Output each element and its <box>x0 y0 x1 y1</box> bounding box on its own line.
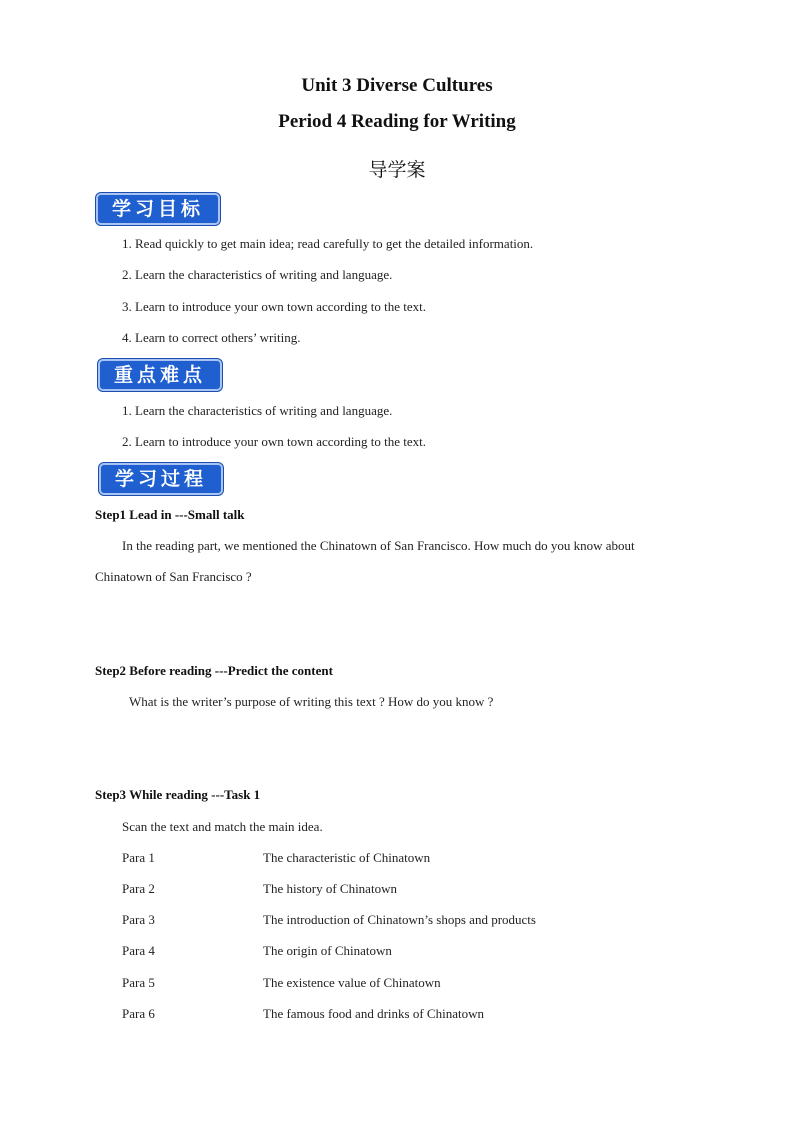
objective-item: 4. Learn to correct others’ writing. <box>122 330 301 345</box>
step3-instruction: Scan the text and match the main idea. <box>122 819 323 834</box>
match-para-label: Para 4 <box>122 943 155 958</box>
document-label: 导学案 <box>368 159 426 181</box>
document-subtitle: Period 4 Reading for Writing <box>278 111 516 132</box>
process-heading-badge: 学习过程 <box>99 463 223 495</box>
match-para-label: Para 6 <box>122 1006 155 1021</box>
match-main-idea: The famous food and drinks of Chinatown <box>263 1006 484 1021</box>
key-point-item: 2. Learn to introduce your own town according to the text. <box>122 434 426 449</box>
match-main-idea: The history of Chinatown <box>263 881 397 896</box>
step1-title: Step1 Lead in ---Small talk <box>95 507 245 522</box>
step3-title: Step3 While reading ---Task 1 <box>95 787 261 802</box>
match-main-idea: The introduction of Chinatown’s shops and products <box>263 912 536 927</box>
match-main-idea: The existence value of Chinatown <box>263 975 441 990</box>
step1-text-continued: Chinatown of San Francisco ? <box>95 569 252 584</box>
match-para-label: Para 3 <box>122 912 155 927</box>
objective-item: 1. Read quickly to get main idea; read carefully to get the detailed information. <box>122 236 534 251</box>
match-main-idea: The origin of Chinatown <box>263 943 392 958</box>
match-para-label: Para 5 <box>122 975 155 990</box>
match-para-label: Para 2 <box>122 881 155 896</box>
match-main-idea: The characteristic of Chinatown <box>263 850 431 865</box>
document-title: Unit 3 Diverse Cultures <box>301 75 493 96</box>
key-point-item: 1. Learn the characteristics of writing and language. <box>122 403 393 418</box>
objectives-heading-badge: 学习目标 <box>96 193 220 225</box>
match-para-label: Para 1 <box>122 850 155 865</box>
objective-item: 2. Learn the characteristics of writing and language. <box>122 267 393 282</box>
key-points-heading-badge: 重点难点 <box>98 359 222 391</box>
step2-title: Step2 Before reading ---Predict the content <box>95 663 333 678</box>
step1-text: In the reading part, we mentioned the Chinatown of San Francisco. How much do you know about <box>122 538 635 553</box>
step2-text: What is the writer’s purpose of writing this text ? How do you know ? <box>129 694 494 709</box>
objective-item: 3. Learn to introduce your own town according to the text. <box>122 299 426 314</box>
